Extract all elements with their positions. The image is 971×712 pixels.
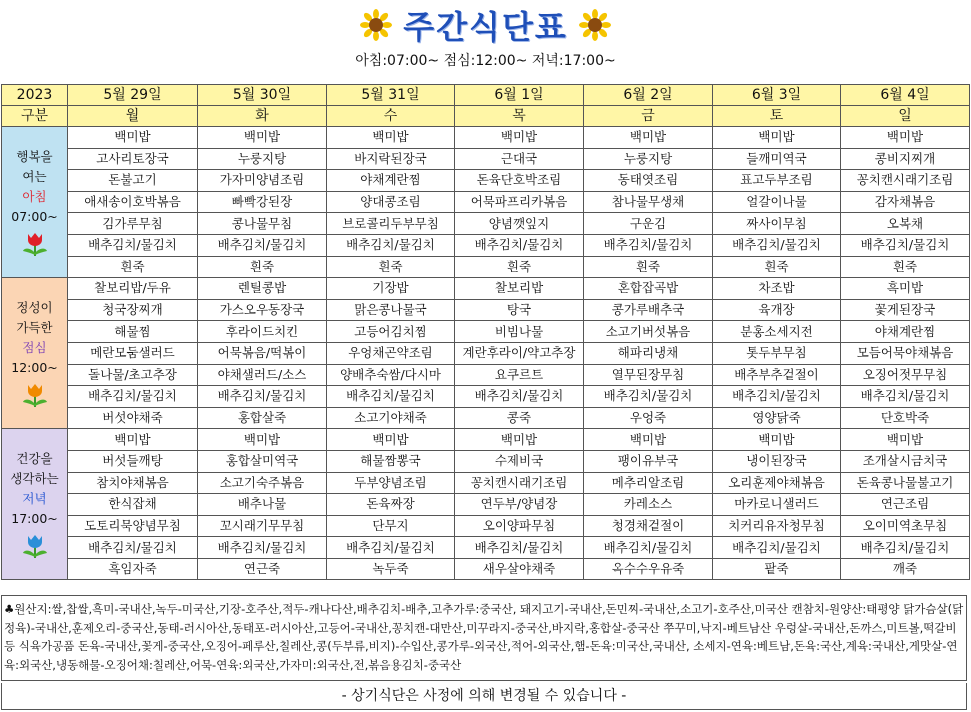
menu-item-cell: 팥죽 xyxy=(713,558,841,580)
menu-item-cell: 오리훈제야채볶음 xyxy=(713,472,841,494)
menu-item-cell: 메추리알조림 xyxy=(584,472,713,494)
weekday-cell: 토 xyxy=(713,106,841,127)
menu-item-cell: 빠빡강된장 xyxy=(198,191,327,213)
sunflower-icon xyxy=(360,9,392,41)
menu-item-cell: 구운김 xyxy=(584,213,713,235)
menu-item-cell: 백미밥 xyxy=(327,429,455,451)
menu-item-cell: 배추김치/물김치 xyxy=(455,234,584,256)
menu-item-cell: 고사리토장국 xyxy=(68,148,198,170)
meal-tagline: 정성이 가득한 xyxy=(16,300,53,336)
weekly-menu-table xyxy=(1,84,970,580)
menu-item-cell: 오복채 xyxy=(841,213,970,235)
menu-item-cell: 배추김치/물김치 xyxy=(68,234,198,256)
menu-item-cell: 분홍소세지전 xyxy=(713,321,841,343)
dinner-menu-row xyxy=(2,494,970,516)
menu-item-cell: 콩가루배추국 xyxy=(584,299,713,321)
menu-item-cell: 렌틸콩밥 xyxy=(198,278,327,300)
menu-item-cell: 우엉채곤약조림 xyxy=(327,342,455,364)
menu-item-cell: 백미밥 xyxy=(713,429,841,451)
menu-item-cell: 근대국 xyxy=(455,148,584,170)
menu-item-cell: 배추김치/물김치 xyxy=(584,234,713,256)
menu-item-cell: 배추부추겉절이 xyxy=(713,364,841,386)
menu-item-cell: 동태엿조림 xyxy=(584,170,713,192)
menu-item-cell: 배추김치/물김치 xyxy=(198,537,327,559)
menu-item-cell: 해물찜 xyxy=(68,321,198,343)
breakfast-menu-row xyxy=(2,170,970,192)
menu-item-cell: 배추김치/물김치 xyxy=(327,537,455,559)
menu-item-cell: 단호박죽 xyxy=(841,407,970,429)
menu-item-cell: 육개장 xyxy=(713,299,841,321)
menu-item-cell: 콩비지찌개 xyxy=(841,148,970,170)
menu-item-cell: 청국장찌개 xyxy=(68,299,198,321)
menu-item-cell: 돈불고기 xyxy=(68,170,198,192)
menu-item-cell: 야채샐러드/소스 xyxy=(198,364,327,386)
menu-item-cell: 계란후라이/약고추장 xyxy=(455,342,584,364)
menu-item-cell: 연두부/양념장 xyxy=(455,494,584,516)
menu-item-cell: 백미밥 xyxy=(841,127,970,149)
menu-item-cell: 백미밥 xyxy=(713,127,841,149)
menu-item-cell: 고등어김치찜 xyxy=(327,321,455,343)
menu-item-cell: 소고기야채죽 xyxy=(327,407,455,429)
menu-item-cell: 양념깻잎지 xyxy=(455,213,584,235)
menu-item-cell: 새우살야채죽 xyxy=(455,558,584,580)
menu-item-cell: 콩나물무침 xyxy=(198,213,327,235)
title-row xyxy=(0,2,971,46)
lunch-menu-row xyxy=(2,407,970,429)
date-cell: 6월 2일 xyxy=(584,85,713,106)
menu-item-cell: 배추김치/물김치 xyxy=(198,386,327,408)
page-title: 주간식단표 xyxy=(403,8,568,46)
date-cell: 5월 31일 xyxy=(327,85,455,106)
sunflower-icon xyxy=(579,9,611,41)
menu-item-cell: 한식잡채 xyxy=(68,494,198,516)
menu-item-cell: 돌나물/초고추장 xyxy=(68,364,198,386)
menu-item-cell: 백미밥 xyxy=(68,429,198,451)
menu-item-cell: 애새송이호박볶음 xyxy=(68,191,198,213)
menu-item-cell: 흰죽 xyxy=(584,256,713,278)
menu-item-cell: 가스오우동장국 xyxy=(198,299,327,321)
menu-item-cell: 백미밥 xyxy=(327,127,455,149)
menu-item-cell: 얼갈이나물 xyxy=(713,191,841,213)
menu-item-cell: 백미밥 xyxy=(455,127,584,149)
menu-item-cell: 백미밥 xyxy=(198,127,327,149)
dinner-menu-row xyxy=(2,429,970,451)
year-cell: 2023 xyxy=(2,85,68,106)
menu-item-cell: 백미밥 xyxy=(584,429,713,451)
menu-item-cell: 참치야채볶음 xyxy=(68,472,198,494)
menu-item-cell: 돈육콩나물불고기 xyxy=(841,472,970,494)
meal-name: 아침 xyxy=(22,189,47,205)
menu-item-cell: 배추나물 xyxy=(198,494,327,516)
weekday-cell: 화 xyxy=(198,106,327,127)
menu-item-cell: 해파리냉채 xyxy=(584,342,713,364)
meal-name: 점심 xyxy=(22,340,47,356)
dinner-label-cell xyxy=(2,429,68,580)
menu-item-cell: 배추김치/물김치 xyxy=(455,537,584,559)
menu-item-cell: 참나물무생채 xyxy=(584,191,713,213)
menu-item-cell: 후라이드치킨 xyxy=(198,321,327,343)
tulip-icon xyxy=(20,382,50,408)
lunch-menu-row xyxy=(2,386,970,408)
meal-time: 17:00~ xyxy=(11,511,58,527)
menu-item-cell: 흰죽 xyxy=(455,256,584,278)
origin-notes: ♣원산지:쌀,찹쌀,흑미-국내산,녹두-미국산,기장-호주산,적두-캐나다산,배추김치-배추,고추가루:중국산, 돼지고기-국내산,돈민찌-국내산,소고기-호주산,미국산 캔참치-원양산:태평양 닭가슴살(닭정육)-국내산,훈제오리-중국산,동태-러시아산,동태포-러시아산,고등어-국내산,꽁치캔-대만산,미꾸라지-중국산,바지락,홍합살-중국산 쭈꾸미,낙지-베트남산 우렁살-국내산,돈까스,미트볼,떡갈비등 식육가공품 돈육-국내산,꽃게-중국산,오징어-페루산,칠레산,콩(두부류,비지)-수입산,콩가루-외국산,적어-외국산,햄-돈육:미국산,국내산, 소세지-연육:베트남,돈육:국산,계육:국내산,게맛살-연육:외국산,냉동해물-오징어채:칠레산,어묵-연육:외국산,가자미:외국산,전,볶음용김치-중국산 xyxy=(1,595,967,681)
menu-item-cell: 냉이된장국 xyxy=(713,450,841,472)
menu-item-cell: 기장밥 xyxy=(327,278,455,300)
menu-item-cell: 팽이유부국 xyxy=(584,450,713,472)
menu-item-cell: 배추김치/물김치 xyxy=(68,386,198,408)
menu-item-cell: 돈육단호박조림 xyxy=(455,170,584,192)
menu-item-cell: 소고기버섯볶음 xyxy=(584,321,713,343)
dinner-menu-row xyxy=(2,537,970,559)
menu-item-cell: 수제비국 xyxy=(455,450,584,472)
menu-item-cell: 녹두죽 xyxy=(327,558,455,580)
menu-item-cell: 돈육짜장 xyxy=(327,494,455,516)
menu-item-cell: 영양닭죽 xyxy=(713,407,841,429)
date-cell: 6월 4일 xyxy=(841,85,970,106)
menu-item-cell: 흰죽 xyxy=(68,256,198,278)
menu-item-cell: 우엉죽 xyxy=(584,407,713,429)
menu-item-cell: 브로콜리두부무침 xyxy=(327,213,455,235)
menu-item-cell: 들깨미역국 xyxy=(713,148,841,170)
meal-name: 저녁 xyxy=(22,491,47,507)
menu-item-cell: 단무지 xyxy=(327,515,455,537)
meal-times: 아침:07:00~ 점심:12:00~ 저녁:17:00~ xyxy=(355,53,616,69)
weekday-row xyxy=(2,106,970,127)
menu-item-cell: 배추김치/물김치 xyxy=(841,234,970,256)
meal-tagline: 건강을 생각하는 xyxy=(10,451,59,487)
menu-item-cell: 흰죽 xyxy=(841,256,970,278)
menu-item-cell: 연근조림 xyxy=(841,494,970,516)
menu-item-cell: 백미밥 xyxy=(68,127,198,149)
menu-item-cell: 오징어젓무무침 xyxy=(841,364,970,386)
menu-item-cell: 마카로니샐러드 xyxy=(713,494,841,516)
date-cell: 5월 29일 xyxy=(68,85,198,106)
menu-item-cell: 홍합살죽 xyxy=(198,407,327,429)
breakfast-menu-row xyxy=(2,213,970,235)
menu-item-cell: 배추김치/물김치 xyxy=(713,234,841,256)
menu-item-cell: 양대콩조림 xyxy=(327,191,455,213)
category-header: 구분 xyxy=(2,106,68,127)
menu-item-cell: 요쿠르트 xyxy=(455,364,584,386)
menu-item-cell: 짜사이무침 xyxy=(713,213,841,235)
lunch-menu-row xyxy=(2,278,970,300)
menu-item-cell: 카레소스 xyxy=(584,494,713,516)
menu-item-cell: 배추김치/물김치 xyxy=(584,537,713,559)
menu-item-cell: 꼬시래기무무침 xyxy=(198,515,327,537)
menu-item-cell: 꽁치캔시래기조림 xyxy=(455,472,584,494)
menu-item-cell: 메란모둠샐러드 xyxy=(68,342,198,364)
menu-item-cell: 누룽지탕 xyxy=(198,148,327,170)
menu-item-cell: 해물짬뽕국 xyxy=(327,450,455,472)
weekday-cell: 월 xyxy=(68,106,198,127)
menu-item-cell: 찰보리밥/두유 xyxy=(68,278,198,300)
menu-item-cell: 차조밥 xyxy=(713,278,841,300)
menu-item-cell: 버섯야채죽 xyxy=(68,407,198,429)
menu-item-cell: 흰죽 xyxy=(327,256,455,278)
menu-item-cell: 양배추숙쌈/다시마 xyxy=(327,364,455,386)
breakfast-menu-row xyxy=(2,256,970,278)
date-cell: 5월 30일 xyxy=(198,85,327,106)
menu-item-cell: 청경채겉절이 xyxy=(584,515,713,537)
menu-item-cell: 비빔나물 xyxy=(455,321,584,343)
tulip-icon xyxy=(20,533,50,559)
breakfast-label-cell xyxy=(2,127,68,278)
dinner-menu-row xyxy=(2,472,970,494)
meal-time: 07:00~ xyxy=(11,209,58,225)
menu-item-cell: 홍합살미역국 xyxy=(198,450,327,472)
menu-item-cell: 모듬어묵야채볶음 xyxy=(841,342,970,364)
menu-item-cell: 배추김치/물김치 xyxy=(841,386,970,408)
date-row xyxy=(2,85,970,106)
weekday-cell: 금 xyxy=(584,106,713,127)
menu-item-cell: 옥수수우유죽 xyxy=(584,558,713,580)
menu-item-cell: 배추김치/물김치 xyxy=(841,537,970,559)
menu-item-cell: 어묵파프리카볶음 xyxy=(455,191,584,213)
menu-item-cell: 찰보리밥 xyxy=(455,278,584,300)
menu-item-cell: 배추김치/물김치 xyxy=(198,234,327,256)
meal-time: 12:00~ xyxy=(11,360,58,376)
dinner-menu-row xyxy=(2,558,970,580)
menu-item-cell: 도토리묵양념무침 xyxy=(68,515,198,537)
menu-item-cell: 탕국 xyxy=(455,299,584,321)
menu-item-cell: 흰죽 xyxy=(198,256,327,278)
menu-item-cell: 소고기숙주볶음 xyxy=(198,472,327,494)
menu-item-cell: 조개살시금치국 xyxy=(841,450,970,472)
lunch-label-cell xyxy=(2,278,68,429)
dinner-menu-row xyxy=(2,450,970,472)
menu-item-cell: 꽁치캔시래기조림 xyxy=(841,170,970,192)
menu-item-cell: 야채계란찜 xyxy=(327,170,455,192)
menu-item-cell: 흑미밥 xyxy=(841,278,970,300)
tulip-icon xyxy=(20,231,50,257)
menu-item-cell: 두부양념조림 xyxy=(327,472,455,494)
menu-item-cell: 바지락된장국 xyxy=(327,148,455,170)
menu-item-cell: 어묵볶음/떡볶이 xyxy=(198,342,327,364)
menu-item-cell: 깨죽 xyxy=(841,558,970,580)
menu-item-cell: 치커리유자청무침 xyxy=(713,515,841,537)
menu-item-cell: 배추김치/물김치 xyxy=(327,386,455,408)
menu-item-cell: 야채계란찜 xyxy=(841,321,970,343)
menu-item-cell: 흑임자죽 xyxy=(68,558,198,580)
breakfast-menu-row xyxy=(2,148,970,170)
footer-notice: - 상기식단은 사정에 의해 변경될 수 있습니다 - xyxy=(1,683,967,710)
meal-tagline: 행복을 여는 xyxy=(16,149,53,185)
menu-item-cell: 백미밥 xyxy=(584,127,713,149)
menu-item-cell: 배추김치/물김치 xyxy=(68,537,198,559)
menu-item-cell: 흰죽 xyxy=(713,256,841,278)
menu-item-cell: 톳두부무침 xyxy=(713,342,841,364)
menu-item-cell: 백미밥 xyxy=(198,429,327,451)
dinner-menu-row xyxy=(2,515,970,537)
date-cell: 6월 1일 xyxy=(455,85,584,106)
date-cell: 6월 3일 xyxy=(713,85,841,106)
menu-item-cell: 연근죽 xyxy=(198,558,327,580)
menu-item-cell: 배추김치/물김치 xyxy=(713,386,841,408)
weekday-cell: 수 xyxy=(327,106,455,127)
menu-item-cell: 꽃게된장국 xyxy=(841,299,970,321)
menu-item-cell: 열무된장무침 xyxy=(584,364,713,386)
menu-item-cell: 감자채볶음 xyxy=(841,191,970,213)
breakfast-menu-row xyxy=(2,127,970,149)
menu-item-cell: 표고두부조림 xyxy=(713,170,841,192)
menu-item-cell: 맑은콩나물국 xyxy=(327,299,455,321)
menu-item-cell: 가자미양념조림 xyxy=(198,170,327,192)
menu-item-cell: 백미밥 xyxy=(455,429,584,451)
menu-item-cell: 김가루무침 xyxy=(68,213,198,235)
weekday-cell: 일 xyxy=(841,106,970,127)
lunch-menu-row xyxy=(2,321,970,343)
breakfast-menu-row xyxy=(2,191,970,213)
menu-item-cell: 버섯들깨탕 xyxy=(68,450,198,472)
menu-item-cell: 콩죽 xyxy=(455,407,584,429)
page-header xyxy=(0,0,971,84)
menu-item-cell: 오이양파무침 xyxy=(455,515,584,537)
menu-item-cell: 배추김치/물김치 xyxy=(455,386,584,408)
lunch-menu-row xyxy=(2,342,970,364)
breakfast-menu-row xyxy=(2,234,970,256)
menu-item-cell: 오이미역초무침 xyxy=(841,515,970,537)
menu-item-cell: 배추김치/물김치 xyxy=(584,386,713,408)
menu-item-cell: 배추김치/물김치 xyxy=(327,234,455,256)
menu-item-cell: 백미밥 xyxy=(841,429,970,451)
menu-item-cell: 배추김치/물김치 xyxy=(713,537,841,559)
lunch-menu-row xyxy=(2,299,970,321)
weekday-cell: 목 xyxy=(455,106,584,127)
menu-item-cell: 혼합잡곡밥 xyxy=(584,278,713,300)
lunch-menu-row xyxy=(2,364,970,386)
menu-item-cell: 누룽지탕 xyxy=(584,148,713,170)
